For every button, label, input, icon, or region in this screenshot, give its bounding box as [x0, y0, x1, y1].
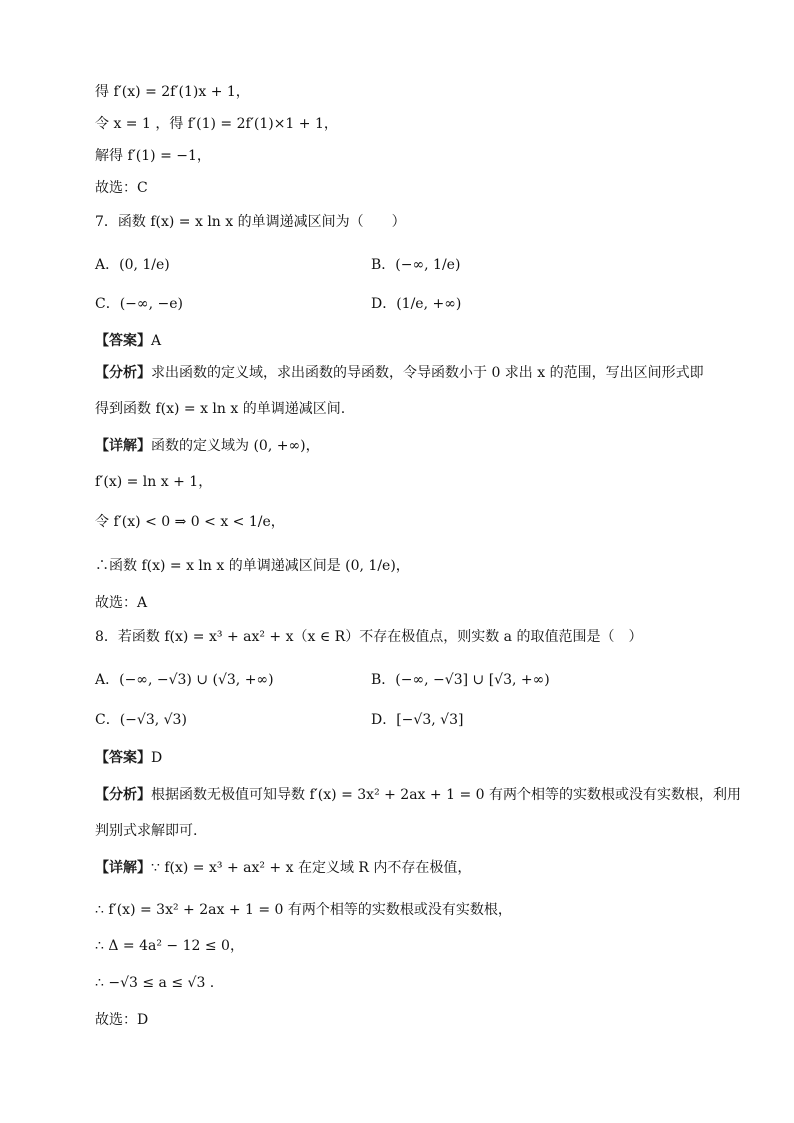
detail-8-line: ∴ f′(x) = 3x² + 2ax + 1 = 0 有两个相等的实数根或没有实数根，: [95, 902, 512, 918]
analysis-7-cont: 得到函数 f(x) = x ln x 的单调递减区间.: [95, 401, 346, 417]
option-8d: D．[−√3, √3]: [371, 712, 464, 728]
text-line: 令 x = 1 ，得 f′(1) = 2f′(1)×1 + 1，: [95, 116, 338, 132]
detail-7-line: f′(x) = ln x + 1，: [95, 474, 213, 490]
detail-7: 【详解】函数的定义域为 (0, +∞)，: [95, 438, 320, 454]
question-7: 7．函数 f(x) = x ln x 的单调递减区间为（ ）: [95, 214, 406, 230]
detail-8-line: ∴ −√3 ≤ a ≤ √3 .: [95, 975, 215, 991]
analysis-8: 【分析】根据函数无极值可知导数 f′(x) = 3x² + 2ax + 1 = 0 有两个相等的实数根或没有实数根，利用: [95, 787, 741, 803]
analysis-8-cont: 判别式求解即可.: [95, 823, 198, 839]
detail-8: 【详解】∵ f(x) = x³ + ax² + x 在定义域 R 内不存在极值，: [95, 860, 472, 876]
detail-7-line: ∴函数 f(x) = x ln x 的单调递减区间是 (0, 1/e)，: [95, 558, 410, 574]
text-line: 解得 f′(1) = −1，: [95, 148, 211, 164]
text-line: 得 f′(x) = 2f′(1)x + 1，: [95, 84, 250, 100]
choice-7: 故选：A: [95, 595, 148, 611]
analysis-7: 【分析】求出函数的定义域，求出函数的导函数，令导函数小于 0 求出 x 的范围，写出区间形式即: [95, 365, 704, 381]
option-7c: C．(−∞, −e): [95, 296, 183, 312]
detail-7-line: 令 f′(x) < 0 ⇒ 0 < x < 1/e，: [95, 514, 285, 530]
option-8c: C．(−√3, √3): [95, 712, 187, 728]
answer-7: 【答案】A: [95, 333, 162, 349]
option-7a: A．(0, 1/e): [95, 257, 170, 273]
answer-8: 【答案】D: [95, 750, 163, 766]
question-8: 8．若函数 f(x) = x³ + ax² + x（x ∈ R）不存在极值点，则实数 a 的取值范围是（ ）: [95, 629, 643, 645]
text-line: 故选：C: [95, 180, 148, 196]
option-7d: D．(1/e, +∞): [371, 296, 462, 312]
choice-8: 故选：D: [95, 1012, 149, 1028]
option-7b: B．(−∞, 1/e): [371, 257, 461, 273]
detail-8-line: ∴ Δ = 4a² − 12 ≤ 0，: [95, 938, 244, 954]
option-8b: B．(−∞, −√3] ∪ [√3, +∞): [371, 672, 550, 688]
option-8a: A．(−∞, −√3) ∪ (√3, +∞): [95, 672, 274, 688]
